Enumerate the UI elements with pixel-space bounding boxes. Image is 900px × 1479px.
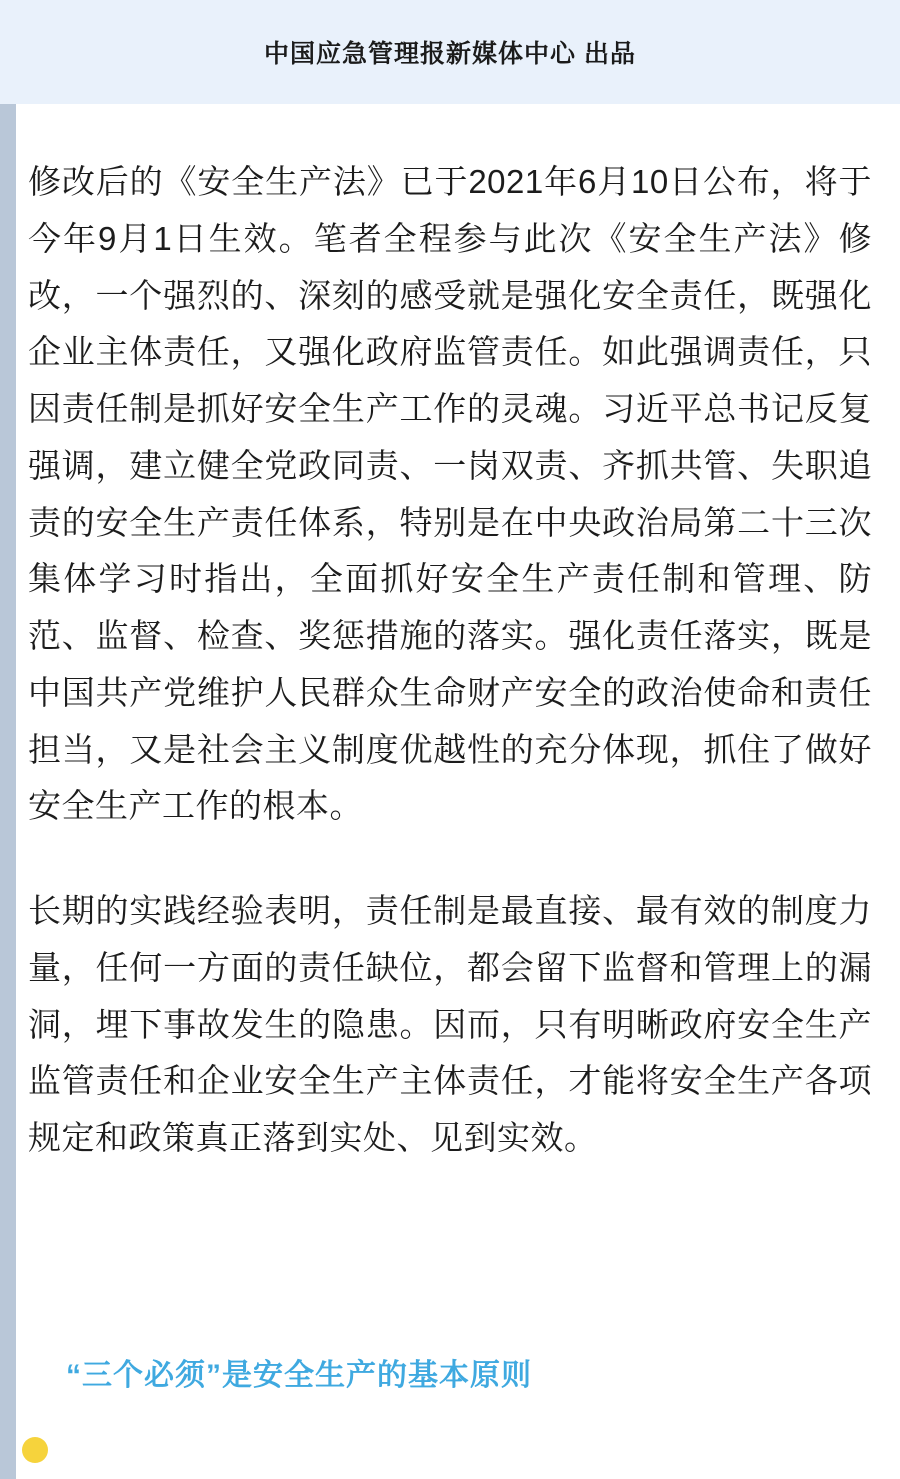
section-heading-container — [0, 1355, 900, 1397]
article-body — [0, 104, 900, 1167]
publisher-title: 中国应急管理报新媒体中心 出品 — [264, 40, 636, 68]
header-band — [0, 0, 900, 104]
paragraph-2: 长期的实践经验表明，责任制是最直接、最有效的制度力量，任何一方面的责任缺位，都会留下监督和管理上的漏洞，埋下事故发生的隐患。因而，只有明晰政府安全生产监管责任和企业安全生产主体责任，才能将安全生产各项规定和政策真正落到实处、见到实效。 — [28, 892, 872, 1156]
bullet-dot-marker — [22, 1437, 48, 1463]
paragraph-1: 修改后的《安全生产法》已于2021年6月10日公布，将于今年9月1日生效。笔者全程参与此次《安全生产法》修改，一个强烈的、深刻的感受就是强化安全责任，既强化企业主体责任，又强化政府监管责任。如此强调责任，只因责任制是抓好安全生产工作的灵魂。习近平总书记反复强调，建立健全党政同责、一岗双责、齐抓共管、失职追责的安全生产责任体系，特别是在中央政治局第二十三次集体学习时指出，全面抓好安全生产责任制和管理、防范、监督、检查、奖惩措施的落实。强化责任落实，既是中国共产党维护人民群众生命财产安全的政治使命和责任担当，又是社会主义制度优越性的充分体现，抓住了做好安全生产工作的根本。 — [28, 163, 872, 825]
section-heading: “三个必须”是安全生产的基本原则 — [66, 1359, 532, 1392]
